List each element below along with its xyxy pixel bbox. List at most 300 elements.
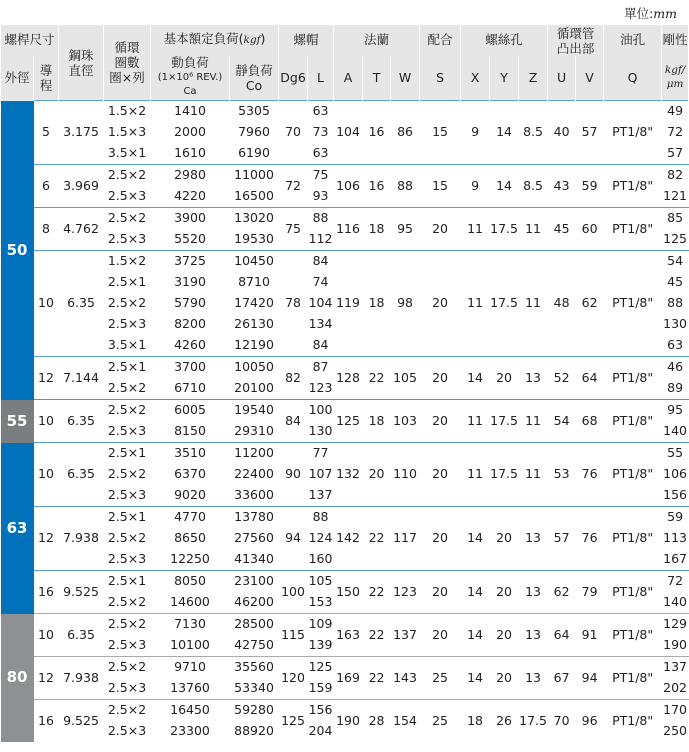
col-Q-cell: PT1/8" [604,614,662,657]
col-U-cell: 57 [548,507,576,571]
static-load-cell: 16500 [234,188,274,204]
nut-length-cell: 100 [308,400,334,422]
table-row [1,571,689,593]
dynamic-load-cell: 8050 [151,571,230,593]
dynamic-load-cell: 10100 [170,637,210,653]
nut-length-cell: 73 [312,124,329,140]
header-Y: Y [490,56,519,101]
dynamic-load-cell: 9020 [174,487,206,503]
ball-diameter-cell: 4.762 [59,208,104,251]
nut-length-cell: 63 [312,145,329,161]
dynamic-load-cell: 7130 [151,614,230,636]
nut-length-cell: 75 [308,165,334,187]
nut-length-cell: 74 [312,274,329,290]
static-load-cell: 11200 [230,443,279,465]
col-Y-cell: 17.5 [490,443,519,507]
stiffness-cell: 85 [662,208,689,230]
col-T-cell: 22 [363,507,391,571]
col-V-cell: 60 [576,208,604,251]
col-S-cell: 20 [420,357,461,400]
dynamic-load-cell: 8150 [174,423,206,439]
col-S-cell: 15 [420,165,461,208]
nut-dg6-cell: 70 [279,101,308,165]
stiffness-cell: 140 [663,423,688,439]
static-load-cell: 88920 [234,723,274,739]
col-S-cell: 20 [420,400,461,443]
col-W-cell: 117 [391,507,420,571]
col-Y-cell: 20 [490,614,519,657]
circuits-cell: 2.5×1 [104,443,151,465]
circuits-cell: 2.5×2 [107,530,147,546]
ball-diameter-cell: 9.525 [59,700,104,743]
col-V-cell: 94 [576,657,604,700]
static-load-cell: 10450 [230,251,279,273]
circuits-cell: 2.5×2 [107,295,147,311]
stiffness-cell: 46 [662,357,689,379]
header-dg6: Dg6 [279,56,308,101]
nut-length-cell: 134 [308,316,333,332]
nut-length-cell: 153 [308,594,333,610]
stiffness-cell: 190 [663,637,688,653]
static-load-cell: 19530 [234,231,274,247]
col-Q-cell: PT1/8" [604,571,662,614]
circuits-cell: 2.5×1 [104,507,151,529]
stiffness-cell: 82 [662,165,689,187]
ball-screw-spec-table [0,25,689,742]
nut-length-cell: 204 [308,723,333,739]
nut-length-cell: 123 [308,380,333,396]
ball-diameter-cell: 9.525 [59,571,104,614]
dynamic-load-cell: 3725 [151,251,230,273]
dynamic-load-cell: 3900 [151,208,230,230]
static-load-cell: 7960 [238,124,270,140]
table-row [1,208,689,230]
col-X-cell: 14 [461,357,490,400]
col-T-cell: 20 [363,443,391,507]
col-Z-cell: 13 [519,357,548,400]
nut-length-cell: 84 [312,337,329,353]
col-W-cell: 98 [391,251,420,357]
col-U-cell: 70 [548,700,576,743]
static-load-cell: 10050 [230,357,279,379]
static-load-cell: 28500 [230,614,279,636]
col-T-cell: 22 [363,571,391,614]
col-W-cell: 123 [391,571,420,614]
col-Z-cell: 8.5 [519,165,548,208]
col-U-cell: 67 [548,657,576,700]
col-U-cell: 62 [548,571,576,614]
col-U-cell: 64 [548,614,576,657]
col-U-cell: 45 [548,208,576,251]
outer-diameter-cell: 55 [1,400,34,443]
dynamic-load-cell: 9710 [151,657,230,679]
col-S-cell: 20 [420,507,461,571]
table-row [1,657,689,679]
col-S-cell: 25 [420,700,461,743]
ball-diameter-cell: 3.969 [59,165,104,208]
nut-length-cell: 109 [308,614,334,636]
circuits-cell: 2.5×3 [107,637,147,653]
dynamic-load-cell: 1410 [151,101,230,123]
circuits-cell: 2.5×2 [104,165,151,187]
circuits-cell: 1.5×2 [104,101,151,123]
circuits-cell: 2.5×2 [104,657,151,679]
lead-cell: 12 [34,657,59,700]
dynamic-load-cell: 2000 [174,124,206,140]
col-A-cell: 119 [334,251,363,357]
nut-dg6-cell: 125 [279,700,308,743]
lead-cell: 8 [34,208,59,251]
header-Z: Z [519,56,548,101]
lead-cell: 10 [34,614,59,657]
col-Y-cell: 26 [490,700,519,743]
nut-length-cell: 130 [308,423,333,439]
stiffness-cell: 167 [663,551,688,567]
header-nut: 螺帽 [279,25,334,56]
col-X-cell: 11 [461,251,490,357]
nut-dg6-cell: 82 [279,357,308,400]
circuits-cell: 2.5×2 [104,614,151,636]
lead-cell: 12 [34,507,59,571]
col-A-cell: 128 [334,357,363,400]
static-load-cell: 59280 [230,700,279,722]
col-T-cell: 28 [363,700,391,743]
stiffness-cell: 45 [667,274,684,290]
dynamic-load-cell: 3700 [151,357,230,379]
header-S: S [420,56,461,101]
col-X-cell: 11 [461,208,490,251]
lead-cell: 16 [34,700,59,743]
nut-dg6-cell: 94 [279,507,308,571]
col-Z-cell: 11 [519,443,548,507]
col-S-cell: 15 [420,101,461,165]
outer-diameter-cell: 63 [1,443,34,614]
nut-length-cell: 107 [308,466,333,482]
col-A-cell: 150 [334,571,363,614]
circuits-cell: 2.5×2 [104,400,151,422]
circuits-cell: 2.5×2 [107,466,147,482]
col-A-cell: 125 [334,400,363,443]
dynamic-load-cell: 6710 [174,380,206,396]
col-Z-cell: 8.5 [519,101,548,165]
stiffness-cell: 130 [663,316,688,332]
static-load-cell: 35560 [230,657,279,679]
nut-length-cell: 159 [308,680,333,696]
static-load-cell: 13780 [230,507,279,529]
col-S-cell: 20 [420,443,461,507]
col-U-cell: 52 [548,357,576,400]
static-load-cell: 26130 [234,316,274,332]
col-X-cell: 9 [461,165,490,208]
stiffness-cell: 156 [663,487,688,503]
circuits-cell: 2.5×1 [107,274,147,290]
nut-length-cell: 93 [312,188,329,204]
header-fit: 配合 [420,25,461,56]
col-Q-cell: PT1/8" [604,165,662,208]
col-S-cell: 20 [420,614,461,657]
nut-length-cell: 105 [308,571,334,593]
nut-length-cell: 125 [308,657,334,679]
col-Y-cell: 20 [490,571,519,614]
circuits-cell: 2.5×3 [107,188,147,204]
circuits-cell: 2.5×3 [107,723,147,739]
col-S-cell: 20 [420,251,461,357]
nut-dg6-cell: 115 [279,614,308,657]
header-L: L [308,56,334,101]
dynamic-load-cell: 4260 [174,337,206,353]
stiffness-cell: 72 [667,124,684,140]
col-A-cell: 116 [334,208,363,251]
col-Q-cell: PT1/8" [604,657,662,700]
col-Q-cell: PT1/8" [604,443,662,507]
nut-length-cell: 88 [308,507,334,529]
circuits-cell: 1.5×2 [104,251,151,273]
static-load-cell: 29310 [234,423,274,439]
outer-diameter-cell: 50 [1,101,34,400]
col-U-cell: 54 [548,400,576,443]
stiffness-cell: 59 [662,507,689,529]
stiffness-cell: 88 [667,295,684,311]
col-V-cell: 64 [576,357,604,400]
col-X-cell: 11 [461,443,490,507]
col-S-cell: 25 [420,657,461,700]
header-Q: Q [604,56,662,101]
lead-cell: 10 [34,400,59,443]
col-Q-cell: PT1/8" [604,251,662,357]
stiffness-cell: 54 [662,251,689,273]
table-row [1,165,689,187]
col-T-cell: 22 [363,614,391,657]
col-T-cell: 18 [363,251,391,357]
unit-prefix: 單位: [624,6,654,21]
static-load-cell: 53340 [234,680,274,696]
col-Q-cell: PT1/8" [604,357,662,400]
ball-diameter-cell: 6.35 [59,614,104,657]
col-W-cell: 110 [391,443,420,507]
static-load-cell: 46200 [234,594,274,610]
stiffness-cell: 129 [662,614,689,636]
nut-dg6-cell: 75 [279,208,308,251]
dynamic-load-cell: 4770 [151,507,230,529]
col-Y-cell: 17.5 [490,251,519,357]
col-Z-cell: 13 [519,571,548,614]
nut-dg6-cell: 120 [279,657,308,700]
lead-cell: 5 [34,101,59,165]
col-A-cell: 190 [334,700,363,743]
col-Y-cell: 20 [490,507,519,571]
table-row [1,614,689,636]
col-T-cell: 16 [363,101,391,165]
static-load-cell: 41340 [234,551,274,567]
header-dynamic-load: 動負荷 (1×10⁶ REV.) Ca [151,56,230,101]
circuits-cell: 2.5×1 [104,357,151,379]
static-load-cell: 20100 [234,380,274,396]
header-circuits: 循環 圈數 圈×列 [104,25,151,101]
col-X-cell: 14 [461,507,490,571]
static-load-cell: 19540 [230,400,279,422]
stiffness-cell: 63 [667,337,684,353]
header-U: U [548,56,576,101]
header-screw-size: 螺桿尺寸 [1,25,59,56]
stiffness-cell: 170 [662,700,689,722]
col-W-cell: 86 [391,101,420,165]
header-lead: 導 程 [34,56,59,101]
nut-dg6-cell: 100 [279,571,308,614]
dynamic-load-cell: 3510 [151,443,230,465]
static-load-cell: 33600 [234,487,274,503]
nut-length-cell: 88 [308,208,334,230]
ball-diameter-cell: 6.35 [59,400,104,443]
static-load-cell: 42750 [234,637,274,653]
header-X: X [461,56,490,101]
col-Z-cell: 11 [519,400,548,443]
col-S-cell: 20 [420,571,461,614]
col-W-cell: 154 [391,700,420,743]
col-U-cell: 48 [548,251,576,357]
col-A-cell: 106 [334,165,363,208]
stiffness-cell: 113 [663,530,688,546]
nut-length-cell: 87 [308,357,334,379]
col-V-cell: 57 [576,101,604,165]
col-Y-cell: 14 [490,165,519,208]
header-W: W [391,56,420,101]
col-V-cell: 68 [576,400,604,443]
ball-diameter-cell: 3.175 [59,101,104,165]
header-return-tube: 循環管 凸出部 [548,25,604,56]
col-Y-cell: 17.5 [490,208,519,251]
outer-diameter-cell: 80 [1,614,34,743]
dynamic-load-cell: 1610 [174,145,206,161]
dynamic-load-cell: 12250 [170,551,210,567]
nut-length-cell: 104 [308,295,333,311]
dynamic-load-cell: 5520 [174,231,206,247]
unit-value: mm [653,6,677,21]
dynamic-load-cell: 23300 [170,723,210,739]
circuits-cell: 2.5×3 [107,423,147,439]
col-T-cell: 16 [363,165,391,208]
dynamic-load-cell: 13760 [170,680,210,696]
dynamic-load-cell: 16450 [151,700,230,722]
header-oil-hole: 油孔 [604,25,662,56]
static-load-cell: 13020 [230,208,279,230]
nut-length-cell: 77 [308,443,334,465]
lead-cell: 6 [34,165,59,208]
lead-cell: 10 [34,443,59,507]
stiffness-cell: 202 [663,680,688,696]
header-A: A [334,56,363,101]
col-X-cell: 11 [461,400,490,443]
nut-dg6-cell: 84 [279,400,308,443]
lead-cell: 16 [34,571,59,614]
ball-diameter-cell: 7.144 [59,357,104,400]
stiffness-cell: 137 [662,657,689,679]
header-static-load: 靜負荷 Co [230,56,279,101]
header-bolt-hole: 螺絲孔 [461,25,548,56]
col-Q-cell: PT1/8" [604,101,662,165]
col-T-cell: 22 [363,657,391,700]
header-outer-diameter: 外徑 [1,56,34,101]
col-Q-cell: PT1/8" [604,208,662,251]
stiffness-cell: 125 [663,231,688,247]
col-Z-cell: 13 [519,657,548,700]
stiffness-cell: 140 [663,594,688,610]
stiffness-cell: 250 [663,723,688,739]
dynamic-load-cell: 8200 [174,316,206,332]
col-U-cell: 43 [548,165,576,208]
col-V-cell: 96 [576,700,604,743]
static-load-cell: 12190 [234,337,274,353]
unit-label [624,4,677,22]
header-V: V [576,56,604,101]
circuits-cell: 2.5×3 [107,551,147,567]
static-load-cell: 8710 [238,274,270,290]
nut-length-cell: 156 [308,700,334,722]
col-Y-cell: 17.5 [490,400,519,443]
lead-cell: 10 [34,251,59,357]
col-T-cell: 22 [363,357,391,400]
static-load-cell: 17420 [234,295,274,311]
stiffness-cell: 106 [663,466,688,482]
col-U-cell: 53 [548,443,576,507]
circuits-cell: 1.5×3 [107,124,147,140]
dynamic-load-cell: 5790 [174,295,206,311]
col-Z-cell: 13 [519,507,548,571]
col-A-cell: 163 [334,614,363,657]
circuits-cell: 3.5×1 [107,145,147,161]
nut-dg6-cell: 72 [279,165,308,208]
col-Y-cell: 14 [490,101,519,165]
col-V-cell: 62 [576,251,604,357]
stiffness-cell: 95 [662,400,689,422]
circuits-cell: 2.5×3 [107,231,147,247]
header-stiffness-unit: kgf/ μm [662,56,689,101]
dynamic-load-cell: 2980 [151,165,230,187]
col-V-cell: 76 [576,443,604,507]
circuits-cell: 2.5×2 [107,380,147,396]
header-ball-diameter: 鋼珠 直徑 [59,25,104,101]
table-body [1,101,689,743]
stiffness-cell: 89 [667,380,684,396]
col-W-cell: 95 [391,208,420,251]
nut-length-cell: 124 [308,530,333,546]
table-row [1,101,689,123]
col-T-cell: 18 [363,208,391,251]
static-load-cell: 6190 [238,145,270,161]
col-Z-cell: 11 [519,208,548,251]
header-flange: 法蘭 [334,25,420,56]
col-X-cell: 14 [461,571,490,614]
ball-diameter-cell: 6.35 [59,251,104,357]
dynamic-load-cell: 3190 [174,274,206,290]
nut-length-cell: 137 [308,487,333,503]
stiffness-cell: 121 [663,188,688,204]
circuits-cell: 2.5×3 [107,316,147,332]
nut-length-cell: 84 [308,251,334,273]
table-header [1,25,689,101]
col-V-cell: 76 [576,507,604,571]
col-V-cell: 79 [576,571,604,614]
dynamic-load-cell: 6370 [174,466,206,482]
table-row [1,443,689,465]
col-X-cell: 14 [461,614,490,657]
ball-diameter-cell: 7.938 [59,507,104,571]
col-Z-cell: 17.5 [519,700,548,743]
static-load-cell: 23100 [230,571,279,593]
stiffness-cell: 55 [662,443,689,465]
nut-dg6-cell: 78 [279,251,308,357]
col-V-cell: 91 [576,614,604,657]
col-Q-cell: PT1/8" [604,507,662,571]
